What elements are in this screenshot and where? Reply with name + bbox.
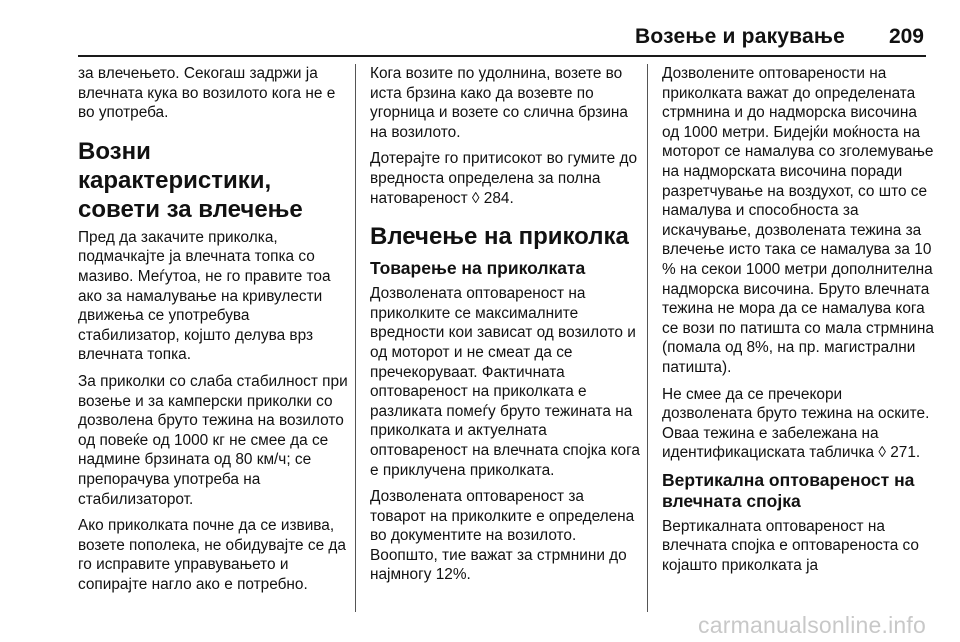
paragraph: Не смее да се пречекори дозволената бруто тежина на оските. Оваа тежина е забележана на идентификациската табличка ◊ 271. [662, 385, 930, 462]
paragraph: Дозволената оптовареност на приколките се максималните вредности кои зависат од возилото и од моторот и не смеат да се пречекоруваат. Фактичната оптовареност на приколката е разликата помеѓу бруто тежината на приколката и актуелната оптовареност на влечната спојка кога е приклучена приколката. [370, 285, 640, 479]
column-divider [647, 64, 648, 612]
page-title: Возење и ракување [635, 25, 845, 48]
section-heading-driving: Возни карактеристики, совети за влечење [78, 137, 303, 223]
column-3 [662, 64, 934, 583]
column-1 [78, 64, 350, 601]
page-number: 209 [888, 25, 924, 48]
paragraph: Дозволените оптоварености на приколката важат до определената стрмнина и до надморска височина од 1000 метри. Бидејќи моќноста на моторот се намалува со зголемување на надморската височина поради разретчување на воздухот, со што се намалува и способноста за искачување, дозволената тежина за влечење исто така се намалува за 10 % на секои 1000 метри дополнителна надморска височина. Бруто влечната тежина не мора да се намалува кога се вози по патишта со мала стрмнина (помала од 8%, на пр. магистрални патишта). [662, 65, 934, 376]
paragraph: Ако приколката почне да се извива, возете пополека, не обидувајте се да го исправите управувањето и сопирајте нагло ако е потребно. [78, 517, 346, 593]
subheading-loading: Товарење на приколката [370, 258, 586, 279]
header-rule [78, 55, 926, 57]
paragraph: Дозволената оптовареност за товарот на приколките е определена во документите на возилото. Воопшто, тие важат за стрмнини до најмногу 12%. [370, 488, 635, 584]
paragraph: за влечењето. Секогаш задржи ја влечната кука во возилото кога не е во употреба. [78, 65, 336, 122]
paragraph: За приколки со слаба стабилност при возење и за камперски приколки со дозволена бруто тежина на возилото од повеќе од 1000 кг не смее да се надмине брзината од 80 км/ч; се препорачува употреба на стабилизаторот. [78, 372, 348, 508]
paragraph: Кога возите по удолнина, возете во иста брзина како да возевте по угорница и возете со слична брзина на возилото. [370, 65, 628, 141]
paragraph: Вертикалната оптовареност на влечната спојка е оптовареноста со којашто приколката ја [662, 517, 919, 575]
subheading-vertical-load: Вертикална оптовареност на влечната спојка [662, 469, 915, 511]
watermark-link[interactable]: carmanualsonline.info [698, 612, 926, 638]
section-heading-towing: Влечење на приколка [370, 223, 629, 251]
column-divider [355, 64, 356, 612]
page-header [0, 0, 960, 60]
column-2 [370, 64, 642, 592]
paragraph: Дотерајте го притисокот во гумите до вредноста определена за полна натовареност ◊ 284. [370, 150, 638, 207]
paragraph: Пред да закачите приколка, подмачкајте ја влечната топка со мазиво. Меѓутоа, не го правите тоа ако за намалување на кривулести движења се употребува стабилизатор, којшто делува врз влечната топка. [78, 228, 331, 364]
